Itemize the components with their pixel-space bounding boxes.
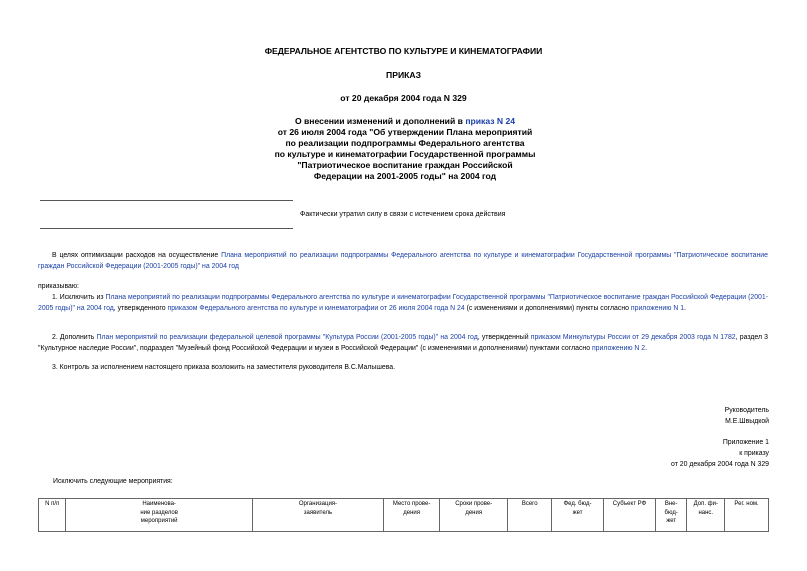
item-2-text: 2. Дополнить [52, 334, 97, 341]
column-header: Рег. ном. [725, 499, 769, 532]
separator-line-top [40, 200, 293, 201]
appendix-line: Приложение 1 [722, 439, 769, 446]
item-1-text: (с изменениями и дополнениями) пункты согласно [464, 304, 631, 312]
column-header: Организация- заявитель [252, 499, 383, 532]
item-2-text: , раздел 3 "Культурное наследие России", подраздел "Музейный фонд Российской Федерации и музеи в Российской Федерации" (с изменениями и дополнениями) пунктами согласно [38, 334, 768, 352]
column-header: Субъект РФ [604, 499, 656, 532]
item-2-plan-link[interactable]: План мероприятий по реализации федеральной целевой программы "Культура России (2001-2005 годы)" на 2004 год [96, 334, 478, 341]
status-note: Фактически утратил силу в связи с истечением срока действия [300, 211, 506, 218]
item-1-appendix-link[interactable]: приложению N 1 [630, 304, 685, 312]
measures-table [38, 498, 769, 532]
item-1-order-link[interactable]: приказом Федерального агентства по культуре и кинематографии от 26 июля 2004 года N 24 [167, 304, 465, 312]
column-header: N п/п [39, 499, 66, 532]
item-2-order-link[interactable]: приказом Минкультуры России от 29 декабря 2003 года N 1782 [530, 334, 736, 341]
appendix-header [671, 437, 769, 470]
order-word: приказываю: [38, 283, 79, 290]
doc-type-heading: ПРИКАЗ [386, 70, 421, 80]
title-line: от 26 июля 2004 года "Об утверждении Плана мероприятий [277, 127, 533, 137]
exclude-heading: Исключить следующие мероприятия: [53, 478, 173, 485]
preamble-text: В целях оптимизации расходов на осуществление [52, 252, 222, 259]
document-title [240, 116, 570, 182]
appendix-line: к приказу [739, 450, 769, 457]
item-1-text: , утвержденного [113, 304, 168, 312]
item-2-text: , утвержденный [477, 334, 531, 341]
preamble-paragraph [38, 251, 768, 272]
title-prefix: О внесении изменений и дополнений в [294, 116, 466, 126]
column-header: Всего [508, 499, 552, 532]
title-line: "Патриотическое воспитание граждан Российской [297, 160, 513, 170]
item-2-appendix-link[interactable]: приложению N 2 [591, 344, 646, 352]
item-2-text: . [645, 344, 648, 352]
signature-name: М.Е.Швыдкой [725, 418, 769, 425]
title-line: по реализации подпрограммы Федерального агентства [285, 138, 525, 148]
agency-heading: ФЕДЕРАЛЬНОЕ АГЕНТСТВО ПО КУЛЬТУРЕ И КИНЕМАТОГРАФИИ [264, 46, 543, 56]
doc-date-heading: от 20 декабря 2004 года N 329 [340, 93, 467, 103]
appendix-line: от 20 декабря 2004 года N 329 [671, 461, 769, 468]
column-header: Наименова- ние разделов мероприятий [66, 499, 252, 532]
preamble-plan-link[interactable]: Плана мероприятий по реализации подпрограммы Федерального агентства по культуре и кинематографии Государственной программы "Патриотическое воспитание граждан Российской Федерации (2001-2005 годы)" на 2004 год [38, 252, 768, 270]
title-line: по культуре и кинематографии Государственной программы [274, 149, 536, 159]
item-3-text: 3. Контроль за исполнением настоящего приказа возложить на заместителя руководителя В.С.Малышева. [52, 364, 396, 371]
item-2-paragraph [38, 333, 768, 354]
item-3-paragraph [38, 363, 768, 374]
table-header-row [39, 499, 769, 532]
signature-role: Руководитель [724, 407, 769, 414]
column-header: Фед. бюд- жет [552, 499, 604, 532]
item-1-text: . [684, 304, 686, 312]
title-link-order-24[interactable]: приказ N 24 [465, 116, 516, 126]
column-header: Место прове- дения [384, 499, 440, 532]
signature-block [725, 405, 769, 427]
item-1-text: 1. Исключить из [52, 294, 106, 301]
item-1-paragraph [38, 293, 768, 314]
separator-line-bottom [40, 228, 293, 229]
column-header: Сроки прове- дения [440, 499, 508, 532]
item-1-plan-link[interactable]: Плана мероприятий по реализации подпрограммы Федерального агентства по культуре и кинематографии Государственной программы "Патриотическое воспитание граждан Российской Федерации (2001-2005 годы)" на 2004 год [38, 294, 768, 312]
column-header: Доп. фи- нанс. [687, 499, 725, 532]
column-header: Вне- бюд- жет [655, 499, 687, 532]
title-line: Федерации на 2001-2005 годы" на 2004 год [313, 171, 497, 181]
